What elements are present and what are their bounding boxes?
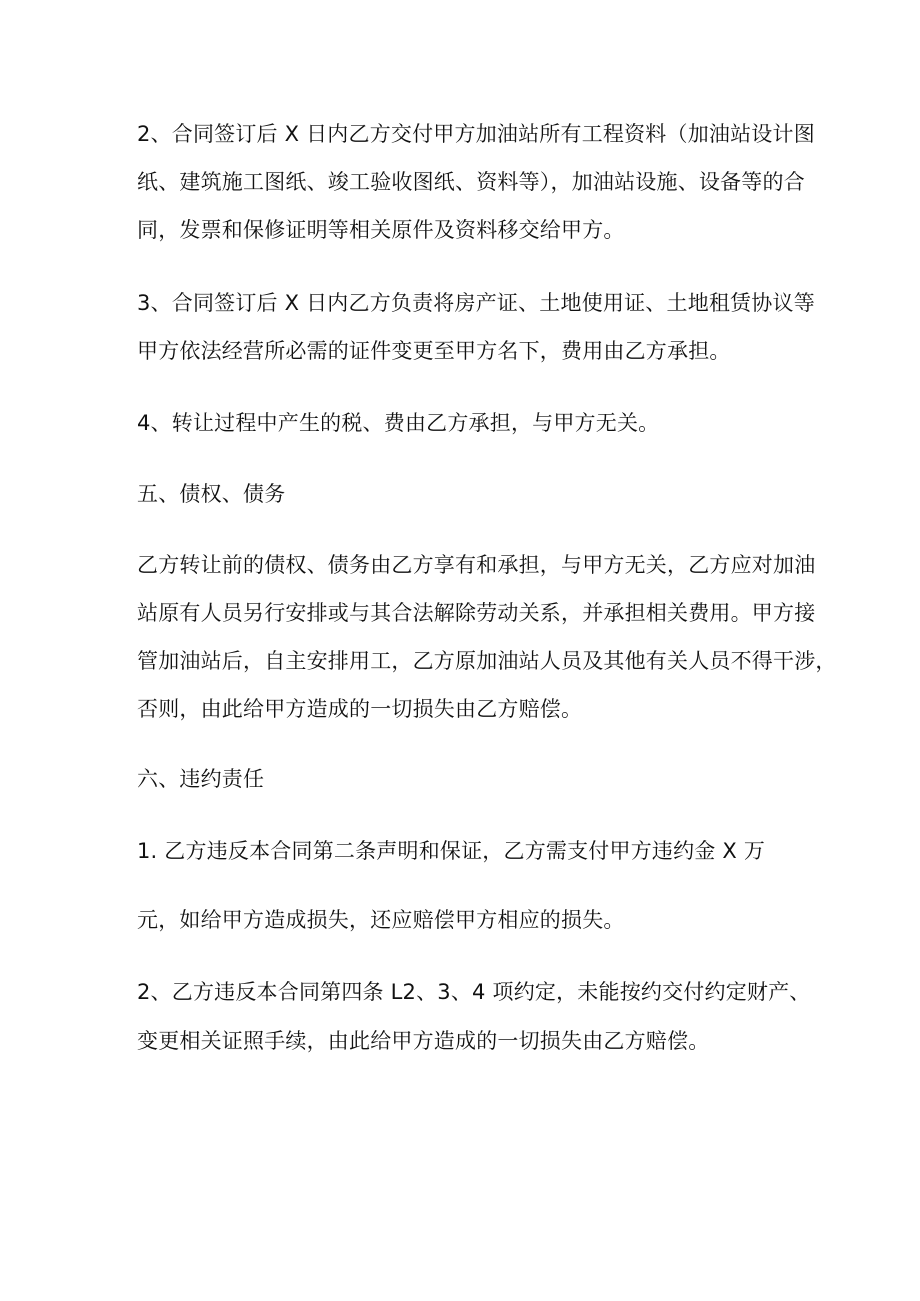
text-line: 元，如给甲方造成损失，还应赔偿甲方相应的损失。 — [137, 908, 625, 932]
section-heading: 六、违约责任 — [137, 767, 265, 791]
text-line: 站原有人员另行安排或与其合法解除劳动关系，并承担相关费用。甲方接 — [137, 601, 816, 625]
text-line: 3、合同签订后 X 日内乙方负责将房产证、土地使用证、土地租赁协议等 — [137, 291, 815, 315]
section-heading: 五、债权、债务 — [137, 482, 286, 506]
text-line: 同，发票和保修证明等相关原件及资料移交给甲方。 — [137, 218, 625, 242]
text-line: 纸、建筑施工图纸、竣工验收图纸、资料等），加油站设施、设备等的合 — [137, 170, 805, 194]
text-line: 管加油站后，自主安排用工，乙方原加油站人员及其他有关人员不得干涉， — [137, 649, 837, 673]
text-line: 2、合同签订后 X 日内乙方交付甲方加油站所有工程资料（加油站设计图 — [137, 122, 815, 146]
text-line: 甲方依法经营所必需的证件变更至甲方名下，费用由乙方承担。 — [137, 339, 731, 363]
text-line: 1. 乙方违反本合同第二条声明和保证，乙方需支付甲方违约金 X 万 — [137, 839, 766, 863]
text-line: 4、转让过程中产生的税、费由乙方承担，与甲方无关。 — [137, 411, 660, 435]
text-line: 否则，由此给甲方造成的一切损失由乙方赔偿。 — [137, 697, 583, 721]
text-line: 乙方转让前的债权、债务由乙方享有和承担，与甲方无关，乙方应对加油 — [137, 553, 816, 577]
text-line: 变更相关证照手续，由此给甲方造成的一切损失由乙方赔偿。 — [137, 1029, 710, 1053]
text-line: 2、乙方违反本合同第四条 L2、3、4 项约定，未能按约交付约定财产、 — [137, 980, 811, 1004]
